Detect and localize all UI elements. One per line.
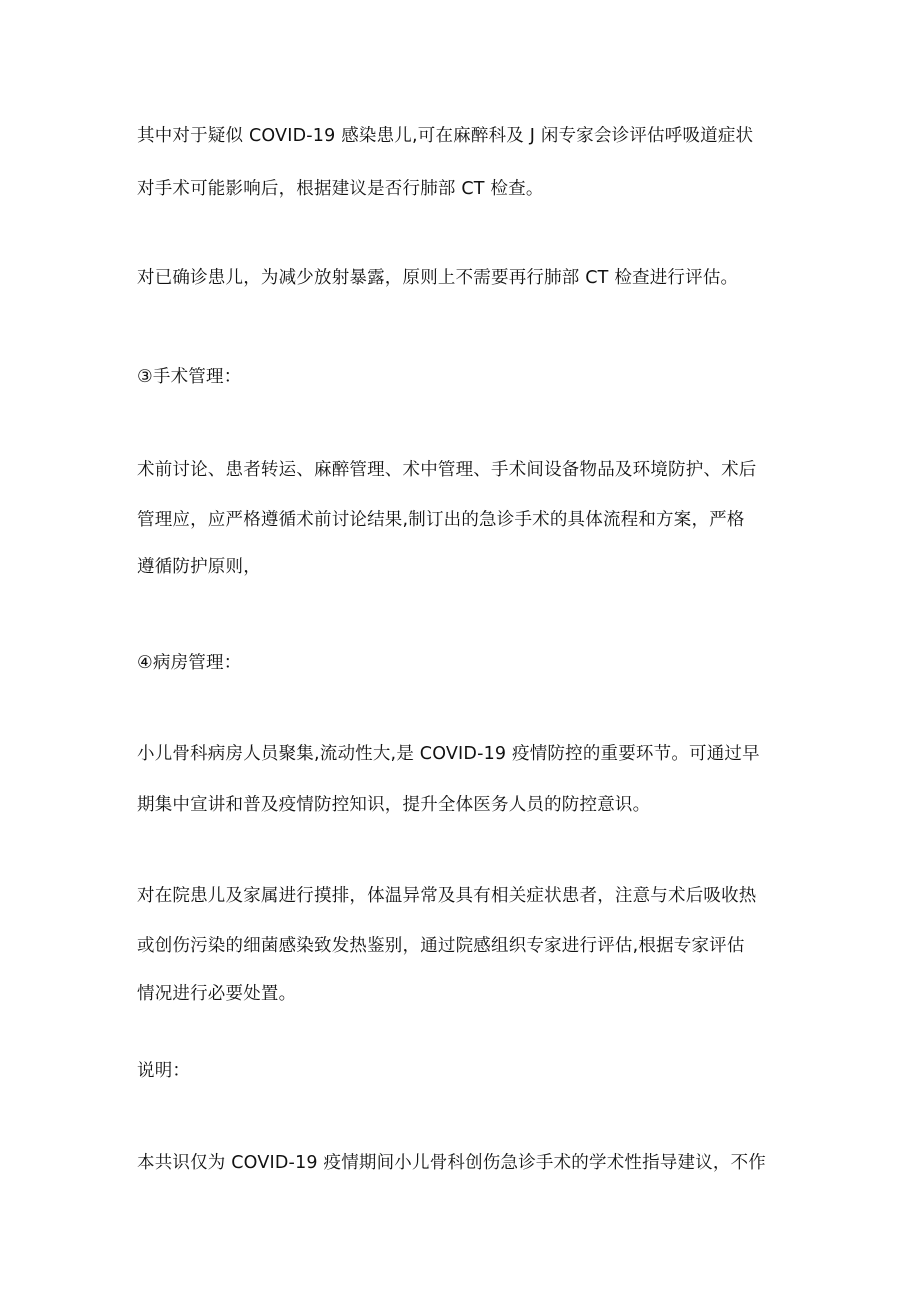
paragraph-line: 对在院患儿及家属进行摸排，体温异常及具有相关症状患者，注意与术后吸收热 bbox=[137, 886, 757, 906]
paragraph-line: 或创伤污染的细菌感染致发热鉴别，通过院感组织专家进行评估,根据专家评估 bbox=[137, 936, 745, 956]
paragraph-line: 管理应，应严格遵循术前讨论结果,制订出的急诊手术的具体流程和方案，严格 bbox=[137, 510, 745, 530]
paragraph-line: 情况进行必要处置。 bbox=[137, 984, 297, 1004]
section-heading: 说明： bbox=[137, 1061, 191, 1081]
paragraph-line: 期集中宣讲和普及疫情防控知识，提升全体医务人员的防控意识。 bbox=[137, 795, 651, 815]
paragraph-line: 术前讨论、患者转运、麻醉管理、术中管理、手术间设备物品及环境防护、术后 bbox=[137, 460, 757, 480]
paragraph-line: 遵循防护原则， bbox=[137, 557, 261, 577]
paragraph-line: 本共识仅为 COVID-19 疫情期间小儿骨科创伤急诊手术的学术性指导建议，不作 bbox=[137, 1153, 766, 1173]
paragraph-line: 对已确诊患儿，为减少放射暴露，原则上不需要再行肺部 CT 检查进行评估。 bbox=[137, 268, 739, 288]
paragraph-line: 其中对于疑似 COVID-19 感染患儿,可在麻醉科及 J 闲专家会诊评估呼吸道症状 bbox=[137, 126, 754, 146]
paragraph-line: 小儿骨科病房人员聚集,流动性大,是 COVID-19 疫情防控的重要环节。可通过早 bbox=[137, 744, 760, 764]
section-heading: ③手术管理： bbox=[137, 367, 242, 387]
section-heading: ④病房管理： bbox=[137, 653, 242, 673]
paragraph-line: 对手术可能影响后，根据建议是否行肺部 CT 检查。 bbox=[137, 179, 544, 199]
